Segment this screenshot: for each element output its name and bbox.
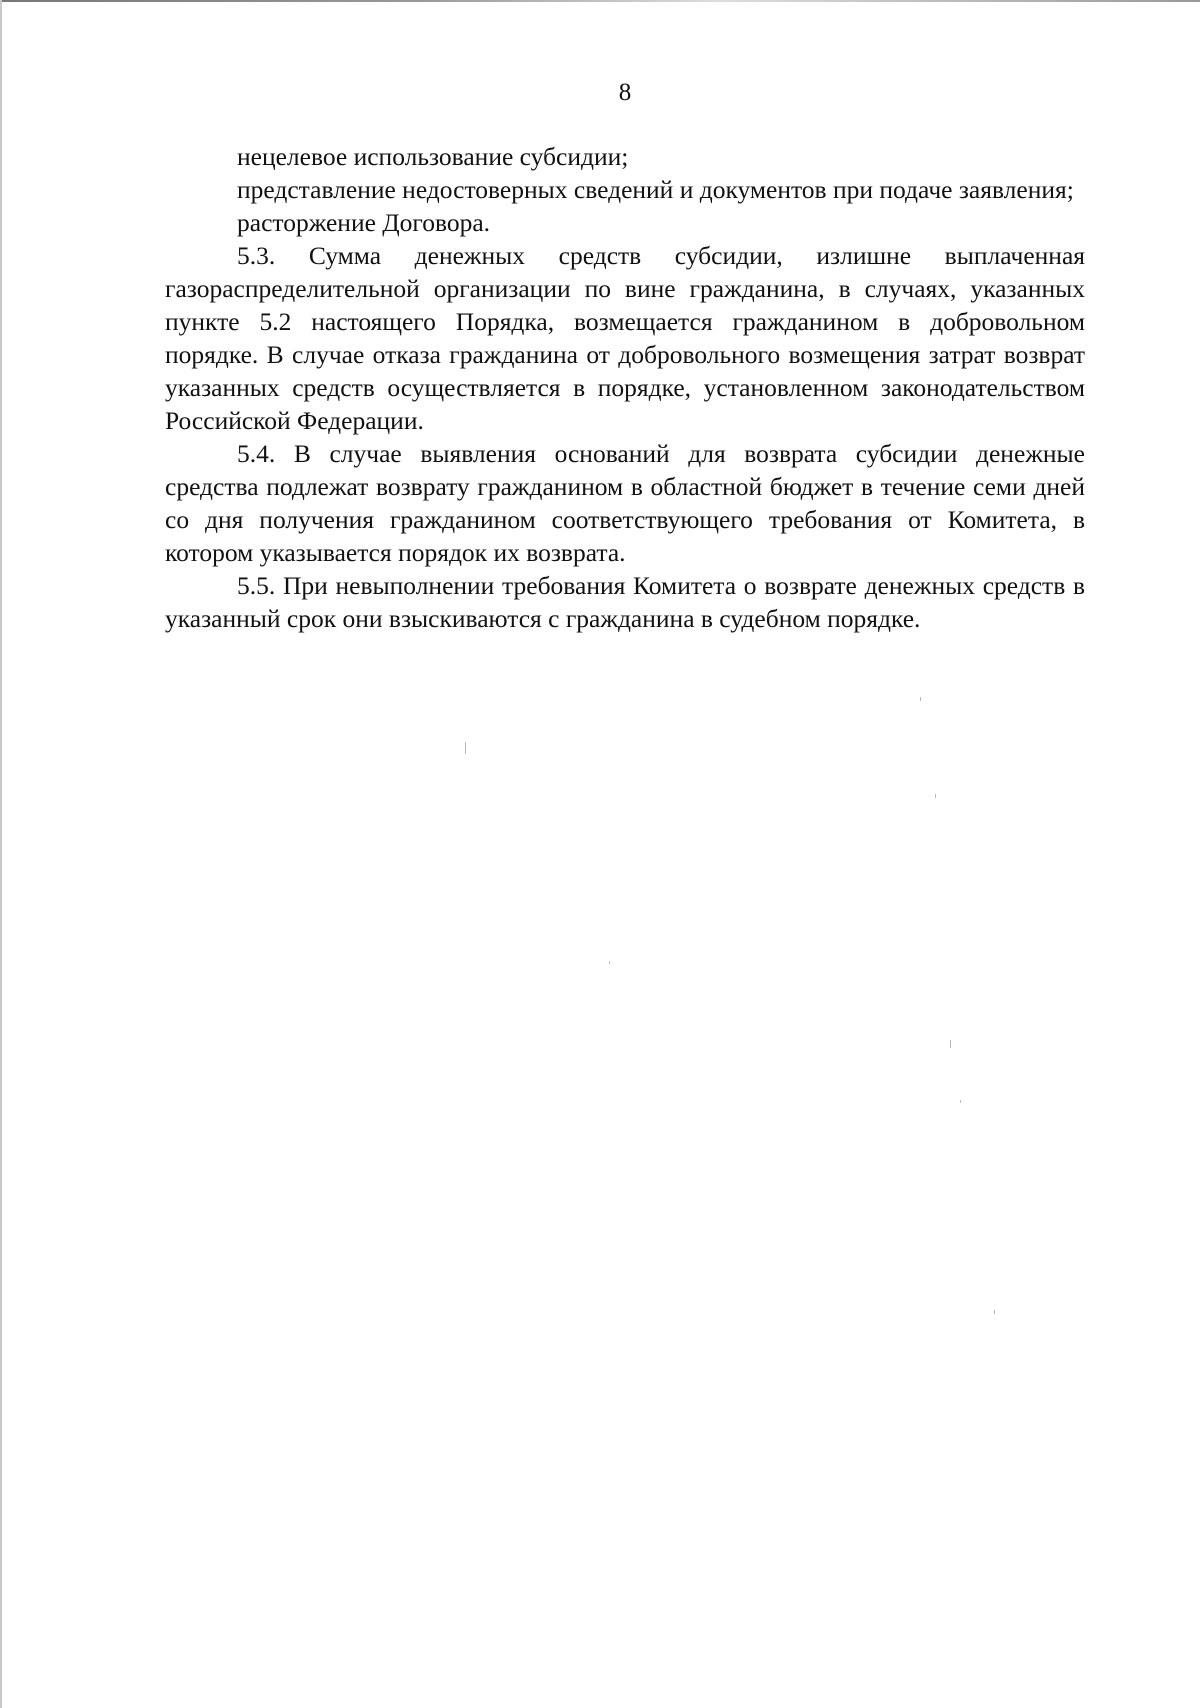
scan-speck (994, 1310, 995, 1314)
page-number: 8 (618, 79, 632, 106)
scan-edge-left (0, 0, 2, 1708)
scan-speck (960, 1100, 961, 1103)
scan-edge-top (0, 0, 1200, 2)
document-body (165, 140, 1085, 635)
scan-speck (920, 697, 921, 701)
scan-speck (609, 961, 610, 964)
scan-speck (465, 742, 466, 754)
paragraph-5-5: 5.5. При невыполнении требования Комитета о возврате денежных средств в указанный срок они взыскиваются с гражданина в судебном порядке. (165, 571, 1085, 633)
paragraph-5-3: 5.3. Сумма денежных средств субсидии, излишне выплаченная газораспределительной организации по вине гражданина, в случаях, указанных пункте 5.2 настоящего Порядка, возмещается гражданином в добровольном порядке. В случае отказа гражданина от добровольного возмещения затрат возврат указанных средств осуществляется в порядке, установленном законодательством Российской Федерации. (165, 241, 1085, 435)
scan-speck (950, 1040, 951, 1048)
paragraph-misuse: нецелевое использование субсидии; (237, 142, 629, 171)
paragraph-false-information: представление недостоверных сведений и документов при подаче заявления; (237, 175, 1074, 204)
paragraph-contract-termination: расторжение Договора. (237, 208, 491, 237)
paragraph-5-4: 5.4. В случае выявления оснований для возврата субсидии денежные средства подлежат возврату гражданином в областной бюджет в течение семи дней со дня получения гражданином соответствующего требования от Комитета, в котором указывается порядок их возврата. (165, 439, 1085, 567)
scan-speck (935, 794, 936, 798)
